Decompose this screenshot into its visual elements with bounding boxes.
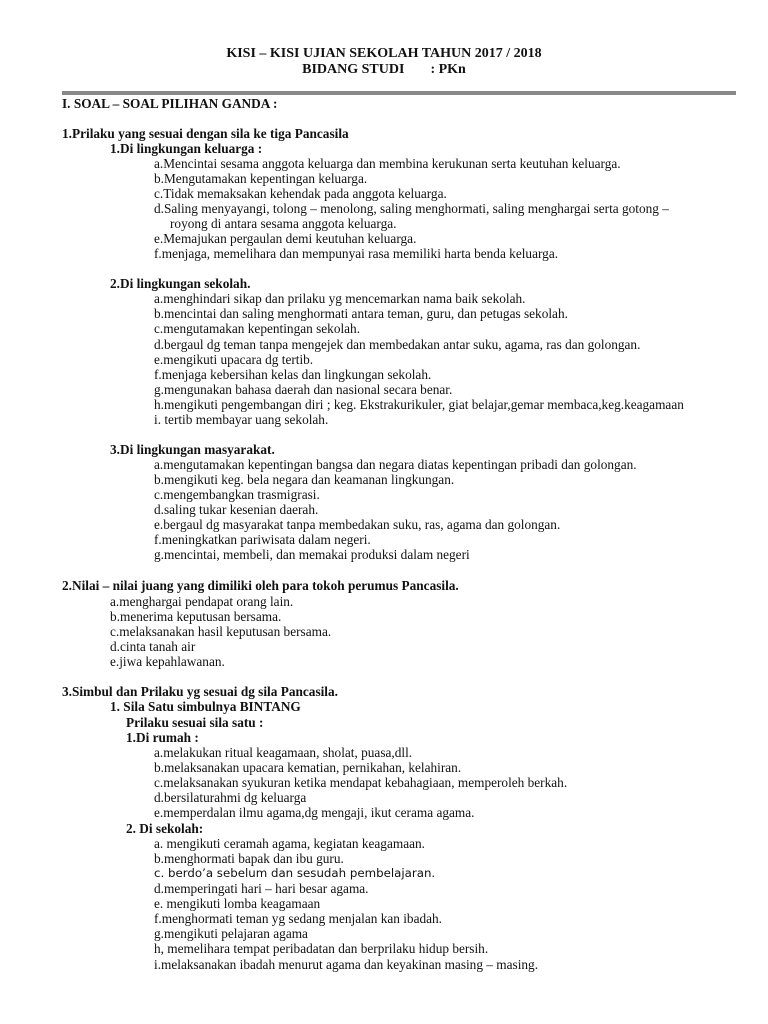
list-item: b.mencintai dan saling menghormati antara teman, guru, dan petugas sekolah. [154,306,568,321]
list-item: d.saling tukar kesenian daerah. [154,502,319,517]
list-item: f.menghormati teman yg sedang menjalan kan ibadah. [154,911,443,926]
document-title: KISI – KISI UJIAN SEKOLAH TAHUN 2017 / 2018 [226,46,542,61]
list-item: d.bersilaturahmi dg keluarga [154,790,307,805]
list-item: h.mengikuti pengembangan diri ; keg. Ekstrakurikuler, giat belajar,gemar membaca,keg.keagamaan [154,397,684,412]
subject-value: : PKn [430,62,466,77]
q3-sila1-heading: 1. Sila Satu simbulnya BINTANG [110,699,301,714]
list-item: d.memperingati hari – hari besar agama. [154,881,369,896]
question-2-heading: 2.Nilai – nilai juang yang dimiliki oleh para tokoh perumus Pancasila. [62,578,459,593]
list-item: e.mengikuti upacara dg tertib. [154,352,314,367]
list-item: c.mengembangkan trasmigrasi. [154,487,320,502]
question-1-heading: 1.Prilaku yang sesuai dengan sila ke tiga Pancasila [62,126,349,141]
list-item: a.menghindari sikap dan prilaku yg mencemarkan nama baik sekolah. [154,291,526,306]
question-3-heading: 3.Simbul dan Prilaku yg sesuai dg sila Pancasila. [62,684,338,699]
q1-masyarakat-heading: 3.Di lingkungan masyarakat. [110,442,275,457]
subject-line [0,62,768,78]
list-item: b.melaksanakan upacara kematian, pernikahan, kelahiran. [154,760,462,775]
list-item: b.mengikuti keg. bela negara dan keamanan lingkungan. [154,472,455,487]
subject-label: BIDANG STUDI [302,62,405,77]
list-item: b.Mengutamakan kepentingan keluarga. [154,171,368,186]
list-item: e.memperdalan ilmu agama,dg mengaji, ikut cerama agama. [154,805,475,820]
list-item: i. tertib membayar uang sekolah. [154,412,329,427]
list-item: a.mengutamakan kepentingan bangsa dan negara diatas kepentingan pribadi dan golongan. [154,457,637,472]
list-item: f.menjaga, memelihara dan mempunyai rasa memiliki harta benda keluarga. [154,246,559,261]
list-item: e.Memajukan pergaulan demi keutuhan keluarga. [154,231,417,246]
list-item: c.Tidak memaksakan kehendak pada anggota keluarga. [154,186,447,201]
list-item: c.melaksanakan hasil keputusan bersama. [110,624,332,639]
list-item: a. mengikuti ceramah agama, kegiatan keagamaan. [154,836,425,851]
list-item: c.melaksanakan syukuran ketika mendapat kebahagiaan, memperoleh berkah. [154,775,568,790]
list-item: i.melaksanakan ibadah menurut agama dan keyakinan masing – masing. [154,957,539,972]
list-item-continuation: royong di antara sesama anggota keluarga. [170,216,397,231]
list-item: a.menghargai pendapat orang lain. [110,594,294,609]
list-item: b.menghormati bapak dan ibu guru. [154,851,344,866]
list-item: a.melakukan ritual keagamaan, sholat, puasa,dll. [154,745,413,760]
list-item: g.mengikuti pelajaran agama [154,926,308,941]
header-divider [62,91,736,95]
list-item: d.cinta tanah air [110,639,196,654]
q1-keluarga-heading: 1.Di lingkungan keluarga : [110,141,263,156]
list-item: e.jiwa kepahlawanan. [110,654,225,669]
q1-sekolah-heading: 2.Di lingkungan sekolah. [110,276,251,291]
list-item: e.bergaul dg masyarakat tanpa membedakan suku, ras, agama dan golongan. [154,517,561,532]
list-item: g.mengunakan bahasa daerah dan nasional secara benar. [154,382,453,397]
list-item: g.mencintai, membeli, dan memakai produksi dalam negeri [154,547,470,562]
list-item: d.Saling menyayangi, tolong – menolong, saling menghormati, saling menghargai serta gotong – [154,201,669,216]
q3-rumah-heading: 1.Di rumah : [126,730,199,745]
list-item: d.bergaul dg teman tanpa mengejek dan membedakan antar suku, agama, ras dan golongan. [154,337,641,352]
section-heading: I. SOAL – SOAL PILIHAN GANDA : [62,96,278,111]
list-item: f.meningkatkan pariwisata dalam negeri. [154,532,371,547]
list-item: h, memelihara tempat peribadatan dan berprilaku hidup bersih. [154,941,489,956]
list-item: e. mengikuti lomba keagamaan [154,896,321,911]
list-item: b.menerima keputusan bersama. [110,609,282,624]
q3-sekolah-heading: 2. Di sekolah: [126,821,204,836]
q3-sila1-subheading: Prilaku sesuai sila satu : [126,715,264,730]
list-item: f.menjaga kebersihan kelas dan lingkungan sekolah. [154,367,432,382]
list-item: a.Mencintai sesama anggota keluarga dan membina kerukunan serta keutuhan keluarga. [154,156,621,171]
list-item: c. berdo’a sebelum dan sesudah pembelajaran. [154,866,436,880]
list-item: c.mengutamakan kepentingan sekolah. [154,321,361,336]
